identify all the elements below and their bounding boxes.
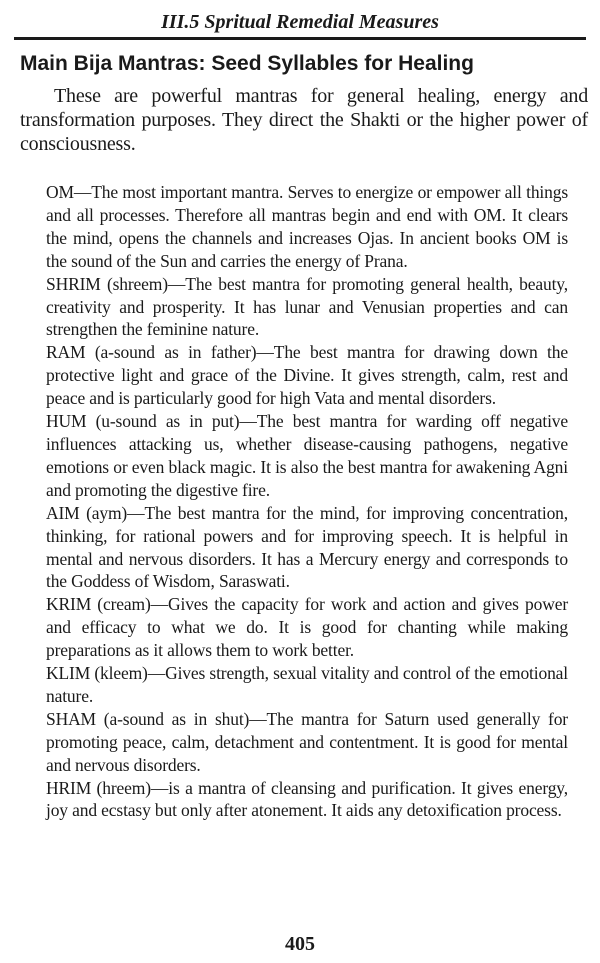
mantra-shrim: SHRIM (shreem)—The best mantra for promoting general health, beauty, creativity and prosperity. It has lunar and Venusian properties and can strengthen the feminine nature. xyxy=(46,273,568,340)
mantra-hrim: HRIM (hreem)—is a mantra of cleansing and purification. It gives energy, joy and ecstasy but only after atonement. It aids any detoxification process. xyxy=(46,777,568,821)
mantra-sham: SHAM (a-sound as in shut)—The mantra for Saturn used generally for promoting peace, calm, detachment and contentment. It is good for mental and nervous disorders. xyxy=(46,708,568,775)
mantra-krim: KRIM (cream)—Gives the capacity for work and action and gives power and efficacy to what we do. It is good for chanting while making preparations as it allows them to work better. xyxy=(46,594,568,661)
mantra-om: OM—The most important mantra. Serves to energize or empower all things and all processes. Therefore all mantras begin and end with OM. It clears the mind, opens the channels and increases Ojas. In ancient books OM is the sound of the Sun and carries the energy of Prana. xyxy=(46,182,568,271)
intro-paragraph: These are powerful mantras for general healing, energy and transformation purposes. They direct the Shakti or the higher power of consciousness. xyxy=(20,85,588,155)
section-title: Main Bija Mantras: Seed Syllables for Healing xyxy=(20,52,474,75)
mantra-hum: HUM (u-sound as in put)—The best mantra for warding off negative influences attacking us, whether disease-causing pathogens, negative emotions or even black magic. It is also the best mantra for awakening Agni and promoting the digestive fire. xyxy=(46,411,568,500)
mantra-list xyxy=(46,181,568,822)
running-head: III.5 Spritual Remedial Measures xyxy=(14,10,586,40)
page-number: 405 xyxy=(285,933,315,955)
mantra-klim: KLIM (kleem)—Gives strength, sexual vitality and control of the emotional nature. xyxy=(46,663,568,706)
mantra-aim: AIM (aym)—The best mantra for the mind, for improving concentration, thinking, for rational powers and for improving speech. It is helpful in mental and nervous disorders. It has a Mercury energy and corresponds to the Goddess of Wisdom, Saraswati. xyxy=(46,502,568,592)
mantra-ram: RAM (a-sound as in father)—The best mantra for drawing down the protective light and grace of the Divine. It gives strength, calm, rest and peace and is particularly good for high Vata and mental disorders. xyxy=(46,342,568,409)
